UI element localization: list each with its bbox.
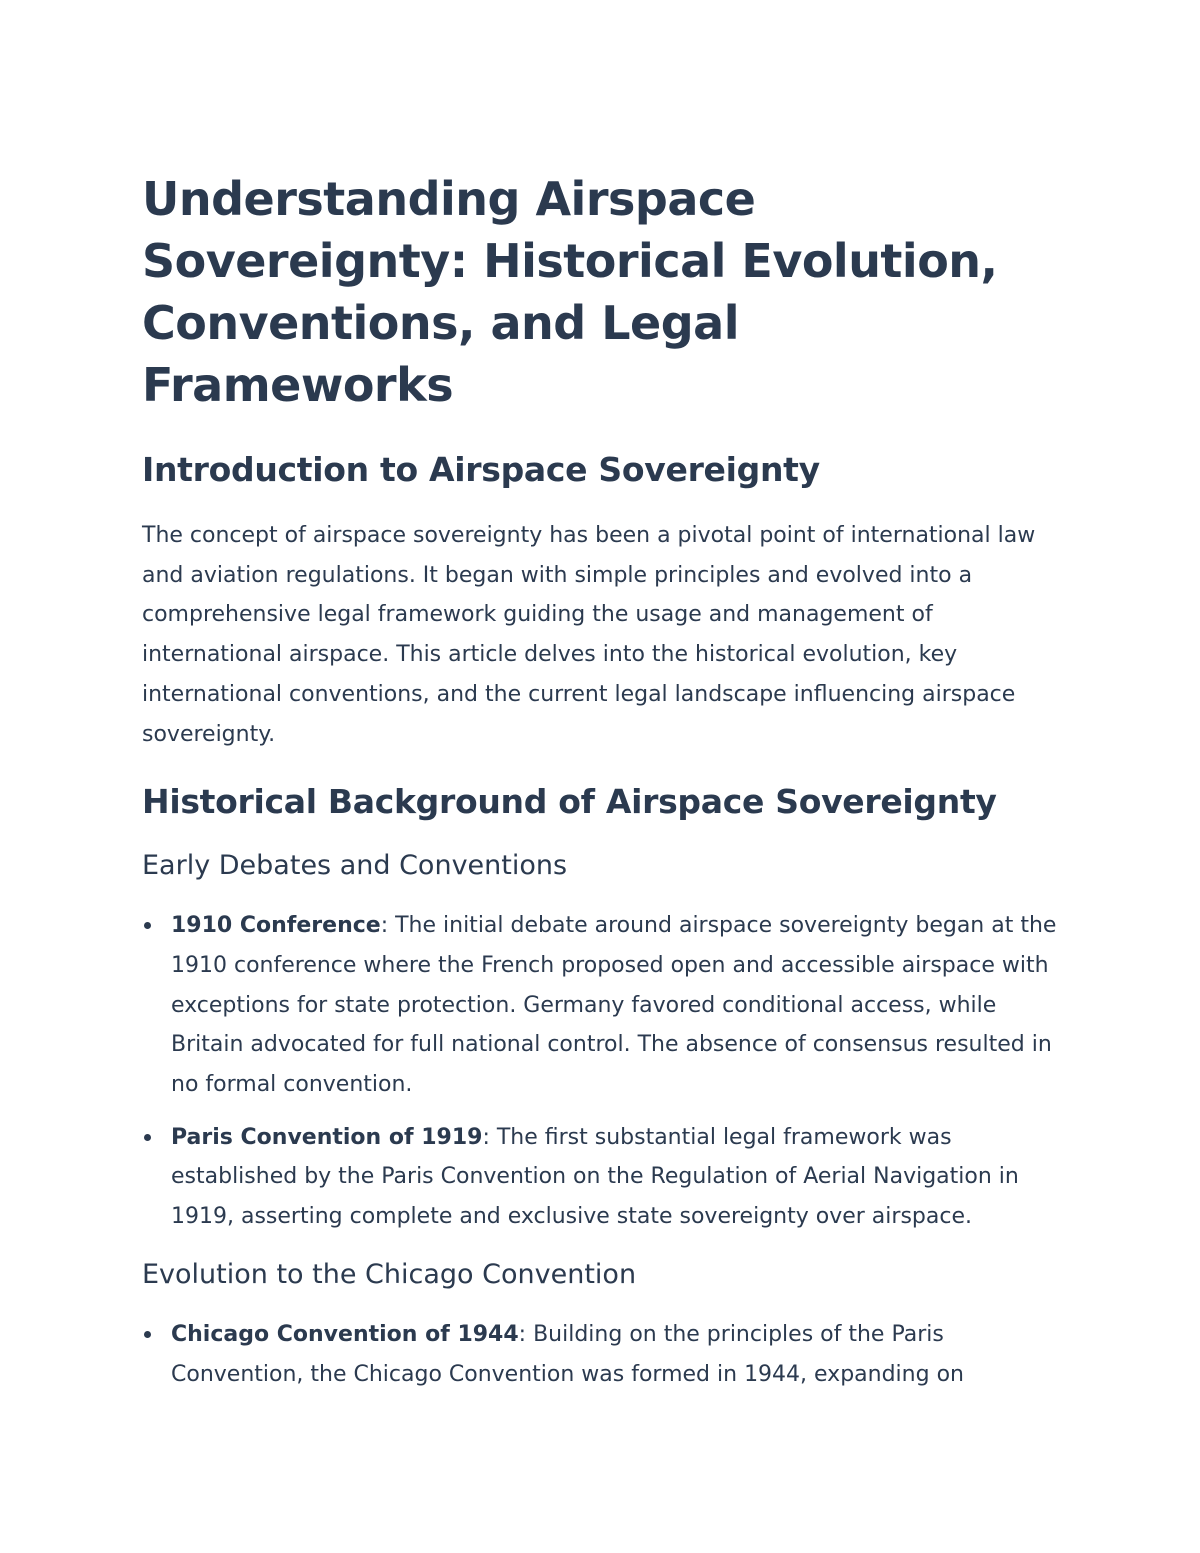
bullet-icon: [144, 922, 151, 929]
section-heading: Historical Background of Airspace Sovereignty: [142, 782, 997, 822]
section-heading: Introduction to Airspace Sovereignty: [142, 450, 820, 489]
list-item-text: : The initial debate around airspace sovereignty began at the 1910 conference where the French proposed open and accessible airspace with exceptions for state protection. Germany favored conditional access, while Britain advocated for full national control. The absence of consensus resulted in no formal convention.: [171, 913, 1057, 1098]
list-item-term: 1910 Conference: [171, 913, 381, 939]
list-item: [142, 906, 1062, 1105]
list-item: [142, 1118, 1062, 1237]
document-title: Understanding Airspace Sovereignty: Historical Evolution, Conventions, and Legal Frameworks: [142, 172, 998, 412]
intro-paragraph: The concept of airspace sovereignty has been a pivotal point of international law and aviation regulations. It began with simple principles and evolved into a comprehensive legal framework guiding the usage and management of international airspace. This article delves into the historical evolution, key international conventions, and the current legal landscape influencing airspace sovereignty.: [142, 523, 1036, 747]
subsection-heading: Early Debates and Conventions: [142, 850, 568, 882]
subsection-heading: Evolution to the Chicago Convention: [142, 1258, 637, 1290]
bullet-list: [142, 906, 1062, 1237]
bullet-icon: [144, 1331, 151, 1338]
section-historical-background: [142, 780, 1062, 1394]
list-item: [142, 1315, 1062, 1394]
bullet-icon: [144, 1134, 151, 1141]
bullet-list: [142, 1315, 1062, 1394]
document-page: [142, 168, 1062, 1414]
section-introduction: [142, 448, 1062, 754]
list-item-text: : The first substantial legal framework was established by the Paris Convention on the Regulation of Aerial Navigation in 1919, asserting complete and exclusive state sovereignty over airspace.: [171, 1124, 1019, 1230]
list-item-term: Chicago Convention of 1944: [171, 1321, 519, 1347]
list-item-term: Paris Convention of 1919: [171, 1124, 483, 1150]
list-item-text: : Building on the principles of the Paris Convention, the Chicago Convention was formed in 1944, expanding on: [171, 1321, 964, 1387]
